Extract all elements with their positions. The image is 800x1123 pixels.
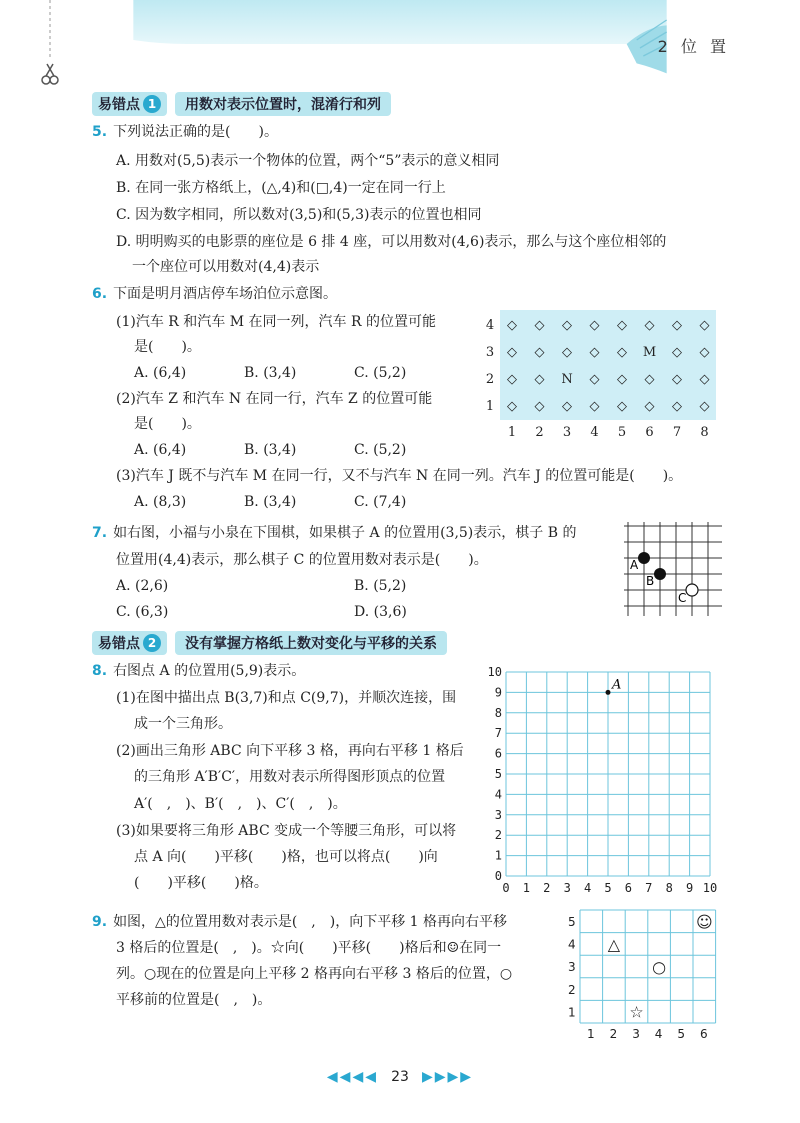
parking-spot: ◇ bbox=[699, 345, 710, 360]
q6-sub1-option-c: C. (5,2) bbox=[354, 365, 407, 381]
x-tick-label: 5 bbox=[604, 881, 612, 892]
y-tick-label: 1 bbox=[494, 848, 502, 863]
parking-grid bbox=[482, 308, 722, 443]
x-tick-label: 4 bbox=[583, 881, 592, 892]
parking-spot: ◇ bbox=[534, 318, 545, 333]
q6-sub2-line2: 是( )。 bbox=[134, 416, 201, 432]
footer bbox=[0, 1066, 800, 1085]
col-label: 4 bbox=[590, 425, 599, 440]
row-label: 3 bbox=[485, 345, 495, 360]
q5-option-b: B. 在同一张方格纸上，(△,4)和(□,4)一定在同一行上 bbox=[116, 180, 446, 196]
q5-option-d-line2: 一个座位可以用数对(4,4)表示 bbox=[132, 259, 320, 275]
parking-spot: ◇ bbox=[562, 399, 572, 414]
parking-spot: ◇ bbox=[672, 399, 682, 414]
q7-option-b: B. (5,2) bbox=[354, 578, 407, 594]
q7-option-a: A. (2,6) bbox=[116, 578, 169, 594]
q5-stem: 5. 下列说法正确的是( )。 bbox=[92, 124, 278, 140]
coordinate-grid bbox=[484, 660, 724, 892]
q6-sub3: (3)汽车 J 既不与汽车 M 在同一行，又不与汽车 N 在同一列。汽车 J 的位置可能是( )。 bbox=[116, 468, 683, 484]
col-label: 5 bbox=[617, 425, 627, 440]
q7-line2: 位置用(4,4)表示，那么棋子 C 的位置用数对表示是( )。 bbox=[116, 552, 488, 568]
x-tick-label: 10 bbox=[702, 881, 718, 892]
q6-sub2-line1: (2)汽车 Z 和汽车 N 在同一行，汽车 Z 的位置可能 bbox=[116, 391, 433, 407]
section-2-num: 2 bbox=[143, 634, 161, 652]
parking-spot: ◇ bbox=[699, 399, 710, 414]
q6-sub1-line2: 是( )。 bbox=[134, 339, 201, 355]
q6-sub1-option-b: B. (3,4) bbox=[244, 365, 297, 381]
go-stone-b bbox=[654, 568, 666, 580]
scissors-icon bbox=[38, 0, 62, 90]
section-2-title: 没有掌握方格纸上数对变化与平移的关系 bbox=[175, 631, 447, 655]
parking-spot: ◇ bbox=[699, 318, 710, 333]
parking-spot: ◇ bbox=[534, 399, 545, 414]
q5-option-d-line1: D. 明明购买的电影票的座位是 6 排 4 座，可以用数对(4,6)表示，那么与这个座位相邻的 bbox=[116, 234, 667, 250]
x-tick-label: 5 bbox=[677, 1027, 686, 1038]
car-m: M bbox=[642, 345, 657, 360]
q8-line2: 成一个三角形。 bbox=[134, 716, 232, 732]
star-shape: ☆ bbox=[629, 1002, 644, 1022]
parking-spot: ◇ bbox=[589, 345, 600, 360]
q8-line5: A′( , )、B′( , )、C′( , )。 bbox=[134, 796, 347, 812]
row-label: 1 bbox=[485, 399, 495, 414]
q6-sub3-option-b: B. (3,4) bbox=[244, 494, 297, 510]
y-tick-label: 2 bbox=[494, 828, 502, 843]
section-1-num: 1 bbox=[143, 95, 161, 113]
q9-line4: 平移前的位置是( , )。 bbox=[116, 992, 272, 1008]
q8-line1: (1)在图中描出点 B(3,7)和点 C(9,7)，并顺次连接，围 bbox=[116, 690, 457, 706]
parking-spot: ◇ bbox=[562, 318, 572, 333]
parking-spot: ◇ bbox=[507, 372, 517, 387]
parking-spot: ◇ bbox=[617, 318, 627, 333]
unit-title: 2 位 置 bbox=[657, 37, 730, 56]
x-tick-label: 6 bbox=[624, 881, 633, 892]
x-tick-label: 7 bbox=[645, 881, 653, 892]
y-tick-label: 10 bbox=[487, 665, 502, 679]
section-2-header bbox=[92, 630, 447, 656]
x-tick-label: 9 bbox=[685, 881, 694, 892]
point-a-label: A bbox=[612, 677, 622, 693]
col-label: 2 bbox=[535, 425, 544, 440]
q5-option-c: C. 因为数字相同，所以数对(3,5)和(5,3)表示的位置也相同 bbox=[116, 207, 482, 223]
car-n: N bbox=[561, 372, 573, 387]
parking-spot: ◇ bbox=[589, 318, 600, 333]
y-tick-label: 5 bbox=[568, 915, 576, 929]
parking-spot: ◇ bbox=[699, 372, 710, 387]
footer-left-arrows: ◀◀◀◀ bbox=[326, 1069, 378, 1085]
go-board bbox=[618, 520, 726, 620]
face-shape: ☺ bbox=[695, 912, 713, 932]
parking-spot: ◇ bbox=[534, 372, 545, 387]
q6-sub2-option-b: B. (3,4) bbox=[244, 442, 297, 458]
parking-spot: ◇ bbox=[589, 372, 600, 387]
q8-line4: 的三角形 A′B′C′，用数对表示所得图形顶点的位置 bbox=[134, 769, 446, 785]
section-1-label: 易错点 bbox=[98, 97, 140, 113]
q6-sub3-option-c: C. (7,4) bbox=[354, 494, 407, 510]
parking-spot: ◇ bbox=[617, 372, 627, 387]
col-label: 7 bbox=[672, 425, 682, 440]
page-number: 23 bbox=[391, 1069, 409, 1085]
parking-spot: ◇ bbox=[589, 399, 600, 414]
go-label-c: C bbox=[678, 591, 687, 605]
q8-stem: 8. 右图点 A 的位置用(5,9)表示。 bbox=[92, 663, 306, 679]
y-tick-label: 4 bbox=[494, 787, 502, 802]
col-label: 1 bbox=[507, 425, 517, 440]
parking-spot: ◇ bbox=[534, 345, 545, 360]
x-tick-label: 2 bbox=[543, 881, 551, 892]
parking-spot: ◇ bbox=[672, 345, 682, 360]
y-tick-label: 6 bbox=[494, 746, 502, 761]
parking-spot: ◇ bbox=[644, 318, 655, 333]
parking-spot: ◇ bbox=[672, 318, 682, 333]
parking-grid-bg bbox=[500, 310, 716, 420]
parking-spot: ◇ bbox=[617, 399, 627, 414]
x-tick-label: 6 bbox=[700, 1027, 708, 1038]
row-label: 2 bbox=[485, 372, 495, 387]
go-label-a: A bbox=[630, 558, 639, 572]
go-stone-a bbox=[638, 552, 650, 564]
circle-shape: ○ bbox=[652, 957, 667, 977]
x-tick-label: 8 bbox=[665, 881, 673, 892]
q9-line3: 列。○现在的位置是向上平移 2 格再向右平移 3 格后的位置，○ bbox=[116, 966, 513, 982]
q6-sub3-option-a: A. (8,3) bbox=[134, 494, 187, 510]
y-tick-label: 2 bbox=[568, 982, 576, 997]
q6-sub1-line1: (1)汽车 R 和汽车 M 在同一列，汽车 R 的位置可能 bbox=[116, 314, 436, 330]
parking-spot: ◇ bbox=[672, 372, 682, 387]
y-tick-label: 7 bbox=[494, 726, 502, 741]
footer-right-arrows: ▶▶▶▶ bbox=[422, 1069, 474, 1085]
triangle-shape: △ bbox=[607, 934, 621, 954]
go-stone-c bbox=[686, 584, 698, 596]
go-label-b: B bbox=[646, 574, 655, 588]
x-tick-label: 4 bbox=[654, 1027, 663, 1038]
parking-spot: ◇ bbox=[617, 345, 627, 360]
section-1-title: 用数对表示位置时，混淆行和列 bbox=[175, 92, 391, 116]
q9-line2: 3 格后的位置是( , )。☆向( )平移( )格后和☺在同一 bbox=[116, 940, 502, 956]
q9-line1: 9. 如图，△的位置用数对表示是( , )，向下平移 1 格再向右平移 bbox=[92, 914, 508, 930]
x-tick-label: 1 bbox=[587, 1027, 595, 1038]
y-tick-label: 3 bbox=[568, 960, 576, 975]
q6-sub2-option-c: C. (5,2) bbox=[354, 442, 407, 458]
col-label: 8 bbox=[700, 425, 709, 440]
y-tick-label: 8 bbox=[494, 705, 502, 720]
shape-grid bbox=[562, 906, 722, 1038]
q8-line3: (2)画出三角形 ABC 向下平移 3 格，再向右平移 1 格后 bbox=[116, 743, 464, 759]
section-1-header bbox=[92, 91, 391, 117]
point-a bbox=[606, 690, 611, 695]
y-tick-label: 9 bbox=[494, 685, 502, 700]
parking-spot: ◇ bbox=[507, 318, 517, 333]
parking-spot: ◇ bbox=[644, 372, 655, 387]
parking-spot: ◇ bbox=[507, 399, 517, 414]
y-tick-label: 3 bbox=[494, 807, 502, 822]
q7-option-d: D. (3,6) bbox=[354, 604, 407, 620]
col-label: 3 bbox=[562, 425, 572, 440]
col-label: 6 bbox=[645, 425, 654, 440]
row-label: 4 bbox=[485, 318, 495, 333]
x-tick-label: 2 bbox=[609, 1027, 618, 1038]
parking-spot: ◇ bbox=[507, 345, 517, 360]
section-2-label: 易错点 bbox=[98, 636, 140, 652]
x-tick-label: 0 bbox=[502, 881, 510, 892]
q7-line1: 7. 如右图，小福与小泉在下围棋，如果棋子 A 的位置用(3,5)表示，棋子 B 的 bbox=[92, 525, 577, 541]
y-tick-label: 5 bbox=[494, 767, 502, 781]
q7-option-c: C. (6,3) bbox=[116, 604, 169, 620]
q8-line7: 点 A 向( )平移( )格，也可以将点( )向 bbox=[134, 849, 438, 865]
y-tick-label: 1 bbox=[568, 1005, 576, 1020]
x-tick-label: 3 bbox=[563, 881, 571, 892]
q5-option-a: A. 用数对(5,5)表示一个物体的位置，两个“5”表示的意义相同 bbox=[116, 153, 500, 169]
parking-spot: ◇ bbox=[644, 399, 655, 414]
q8-line6: (3)如果要将三角形 ABC 变成一个等腰三角形，可以将 bbox=[116, 823, 457, 839]
q6-stem: 6. 下面是明月酒店停车场泊位示意图。 bbox=[92, 286, 338, 302]
x-tick-label: 3 bbox=[632, 1027, 640, 1038]
parking-spot: ◇ bbox=[562, 345, 572, 360]
x-tick-label: 1 bbox=[522, 881, 531, 892]
y-tick-label: 0 bbox=[494, 869, 502, 883]
q6-sub2-option-a: A. (6,4) bbox=[134, 442, 187, 458]
q8-line8: ( )平移( )格。 bbox=[134, 875, 268, 891]
y-tick-label: 4 bbox=[568, 937, 576, 952]
q6-sub1-option-a: A. (6,4) bbox=[134, 365, 187, 381]
